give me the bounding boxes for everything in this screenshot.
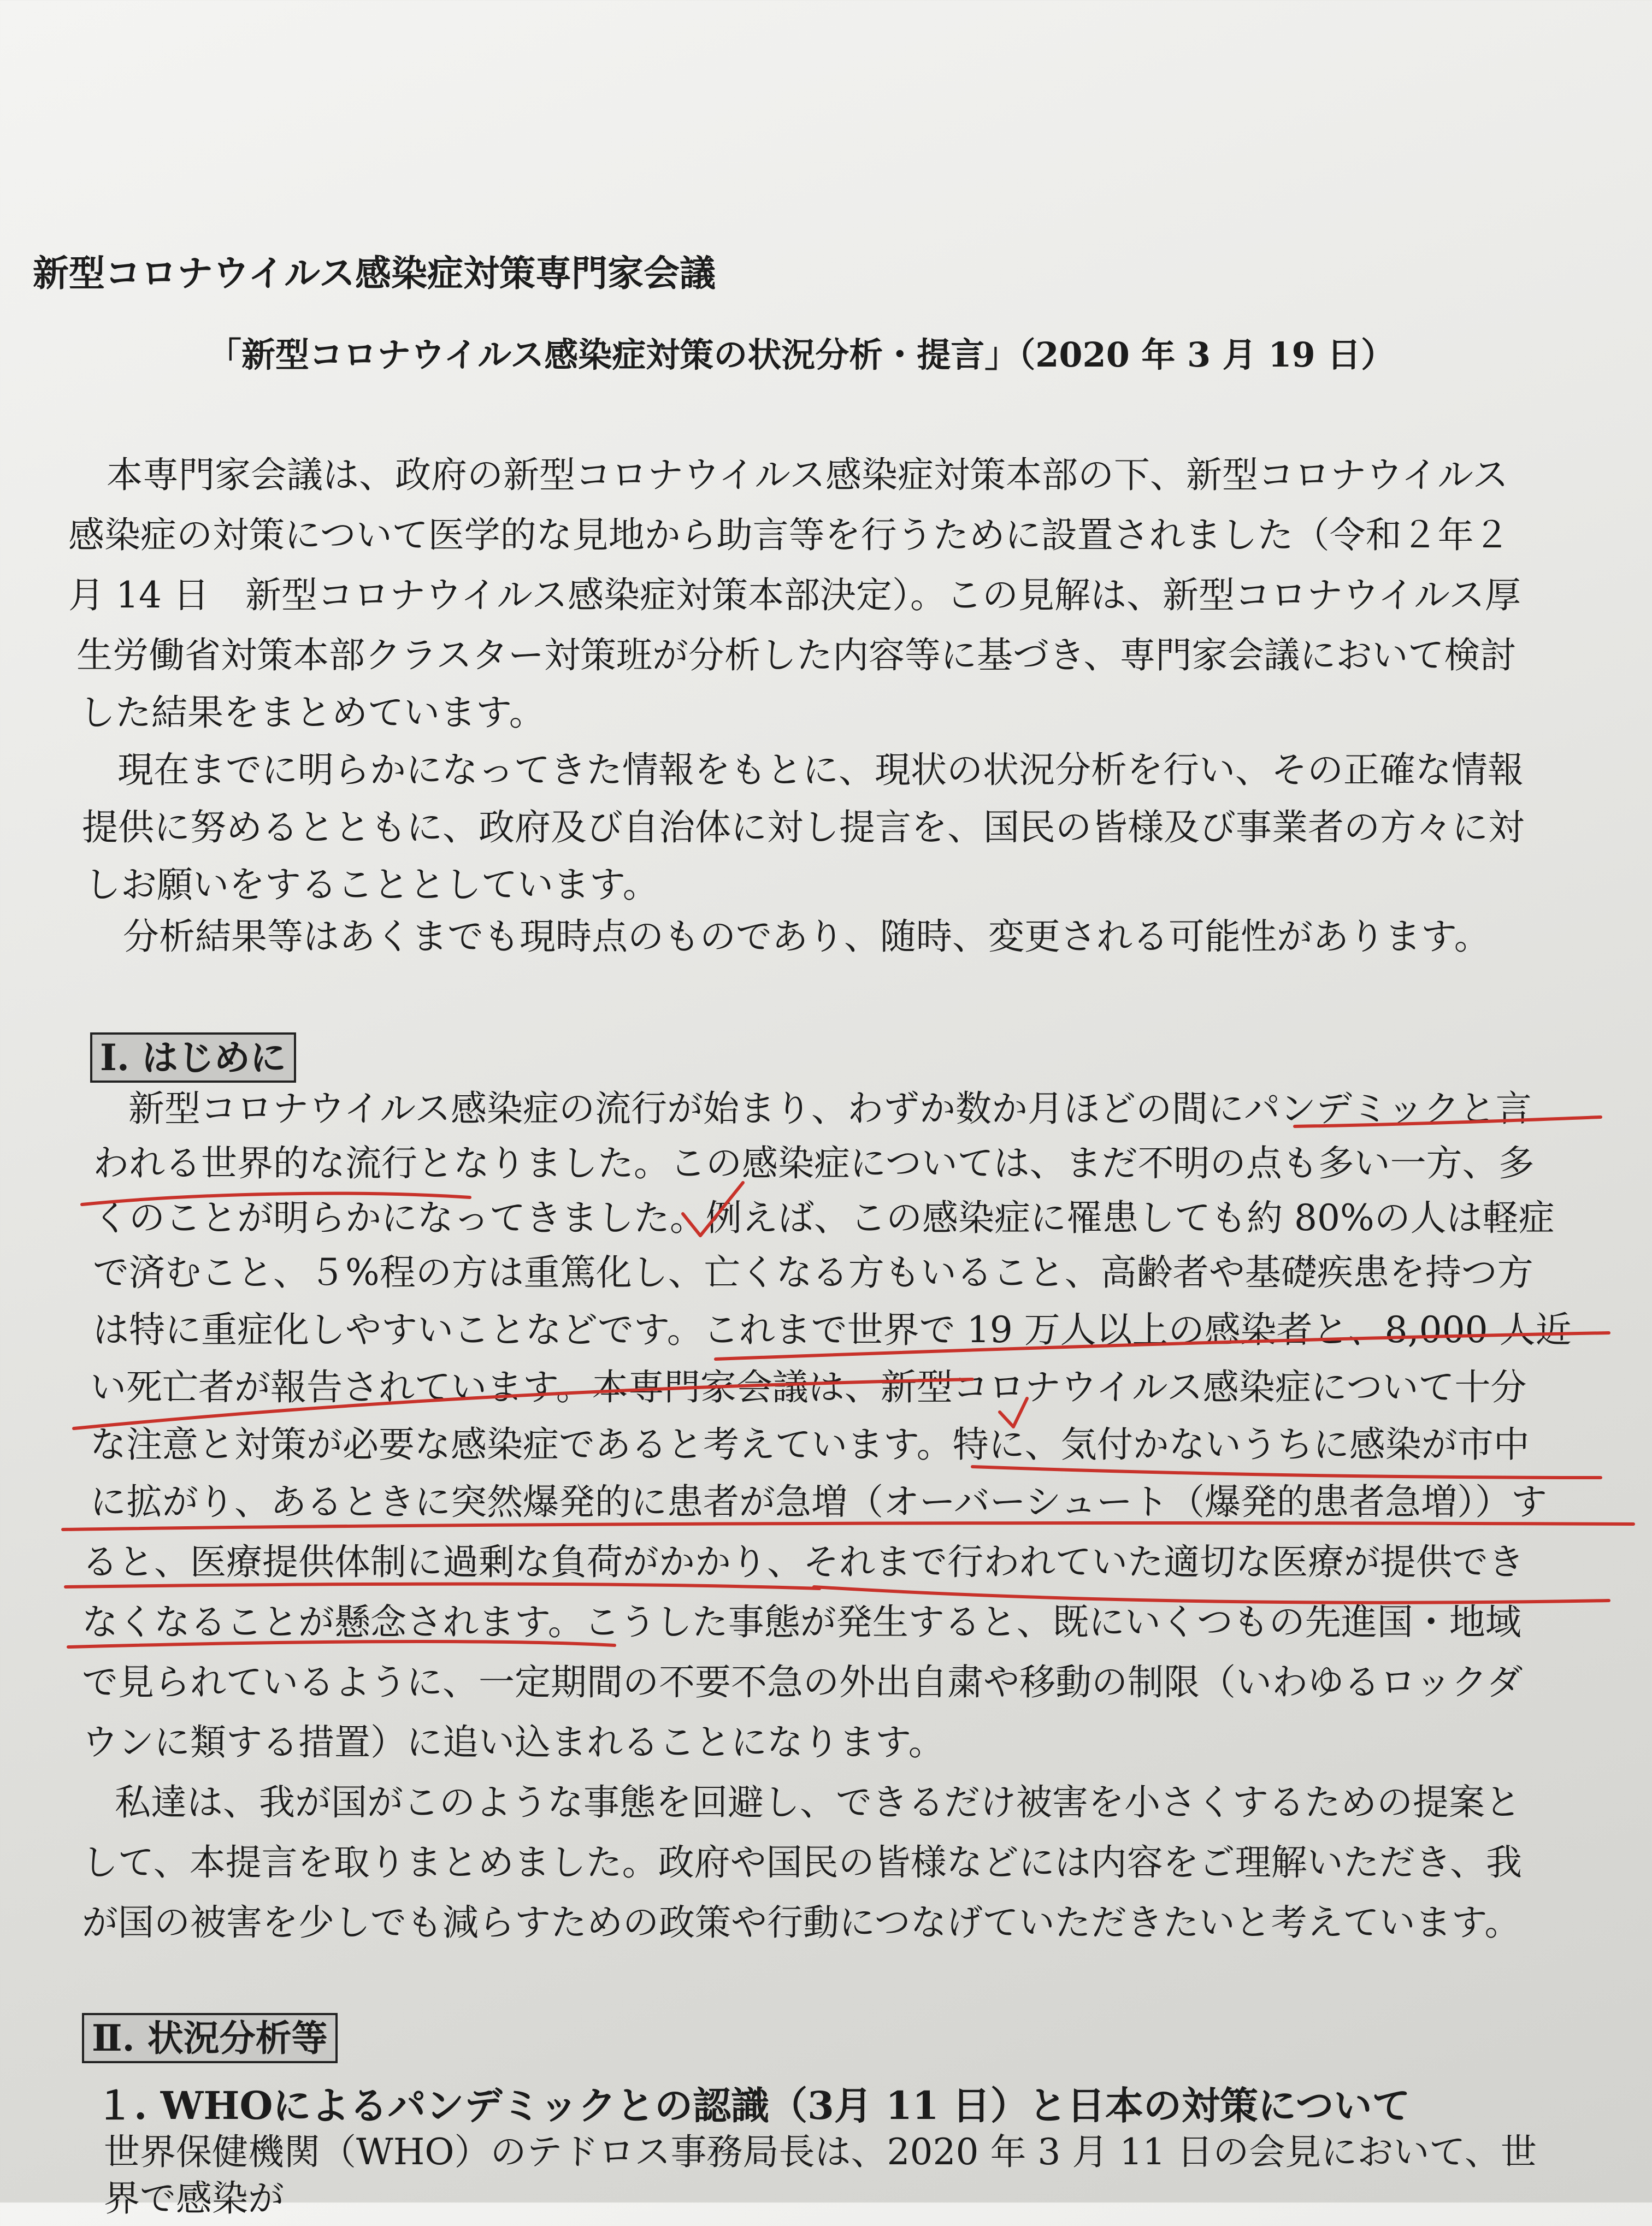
- section1-line: して、本提言を取りまとめました。政府や国民の皆様などには内容をご理解いただき、我: [82, 1841, 1523, 1883]
- intro-line: 本専門家会議は、政府の新型コロナウイルス感染症対策本部の下、新型コロナウイルス: [107, 454, 1509, 496]
- underline-mark: [814, 1587, 1609, 1603]
- section1-line: 私達は、我が国がこのような事態を回避し、できるだけ被害を小さくするための提案と: [115, 1781, 1521, 1823]
- intro-line: 提供に努めるとともに、政府及び自治体に対し提言を、国民の皆様及び事業者の方々に対: [82, 806, 1524, 848]
- underline-mark: [972, 1467, 1601, 1478]
- underline-mark: [82, 1194, 470, 1204]
- section2-line: 界で感染が: [104, 2177, 284, 2219]
- section1-line: 新型コロナウイルス感染症の流行が始まり、わずか数か月ほどの間にパンデミックと言: [128, 1088, 1532, 1130]
- underline-mark: [68, 1642, 615, 1647]
- intro-line: 分析結果等はあくまでも現時点のものであり、随時、変更される可能性があります。: [123, 916, 1490, 958]
- section1-line: で見られているように、一定期間の不要不急の外出自粛や移動の制限（いわゆるロックダ: [82, 1661, 1523, 1703]
- section1-line: は特に重症化しやすいことなどです。これまで世界で 19 万人以上の感染者と、8,000 人近: [93, 1309, 1572, 1351]
- intro-line: 生労働省対策本部クラスター対策班が分析した内容等に基づき、専門家会議において検討: [76, 634, 1517, 676]
- organization-name: 新型コロナウイルス感染症対策専門家会議: [33, 252, 716, 294]
- intro-line: 感染症の対策について医学的な見地から助言等を行うために設置されました（令和２年２: [68, 514, 1510, 556]
- section1-line: なくなることが懸念されます。こうした事態が発生すると、既にいくつもの先進国・地域: [82, 1601, 1521, 1643]
- intro-line: しお願いをすることとしています。: [85, 864, 659, 906]
- section1-line: われる世界的な流行となりました。この感染症については、まだ不明の点も多い一方、多: [93, 1142, 1535, 1184]
- section1-line: な注意と対策が必要な感染症であると考えています。特に、気付かないうちに感染が市中: [90, 1424, 1530, 1466]
- section1-line: に拡がり、あるときに突然爆発的に患者が急増（オーバーシュート（爆発的患者急増））す: [90, 1481, 1548, 1523]
- underline-mark: [716, 1333, 1609, 1359]
- intro-line: 現在までに明らかになってきた情報をもとに、現状の状況分析を行い、その正確な情報: [117, 749, 1524, 791]
- section1-line: が国の被害を少しでも減らすための政策や行動につなげていただきたいと考えています。: [82, 1902, 1521, 1944]
- underline-mark: [66, 1584, 819, 1589]
- intro-line: した結果をまとめています。: [79, 692, 545, 734]
- section1-line: ウンに類する措置）に追い込まれることになります。: [82, 1721, 945, 1763]
- underline-mark: [74, 1379, 972, 1428]
- underline-mark: [1295, 1117, 1601, 1126]
- check-mark: [683, 1183, 743, 1236]
- document-title: 「新型コロナウイルス感染症対策の状況分析・提言」（2020 年 3 月 19 日）: [208, 335, 1395, 375]
- section1-line: ると、医療提供体制に過剰な負荷がかかり、それまで行われていた適切な医療が提供でき: [82, 1541, 1524, 1583]
- section1-line: で済むこと、５%程の方は重篤化し、亡くなる方もいること、高齢者や基礎疾患を持つ方: [93, 1251, 1533, 1294]
- subsection-heading: １. WHOによるパンデミックとの認識（3月 11 日）と日本の対策について: [96, 2083, 1411, 2128]
- section-heading-introduction: Ⅰ. はじめに: [90, 1032, 296, 1083]
- intro-line: 月 14 日 新型コロナウイルス感染症対策本部決定）。この見解は、新型コロナウイルス厚: [68, 574, 1521, 616]
- check-mark: [1000, 1398, 1027, 1427]
- section2-line: 世界保健機関（WHO）のテドロス事務局長は、2020 年 3 月 11 日の会見において、世: [104, 2131, 1537, 2173]
- section-heading-situation-analysis: Ⅱ. 状況分析等: [82, 2013, 338, 2063]
- section1-line: くのことが明らかになってきました。例えば、この感染症に罹患しても約 80%の人は軽症: [93, 1197, 1555, 1239]
- section1-line: い死亡者が報告されています。本専門家会議は、新型コロナウイルス感染症について十分: [90, 1366, 1527, 1408]
- underline-mark: [63, 1523, 1633, 1530]
